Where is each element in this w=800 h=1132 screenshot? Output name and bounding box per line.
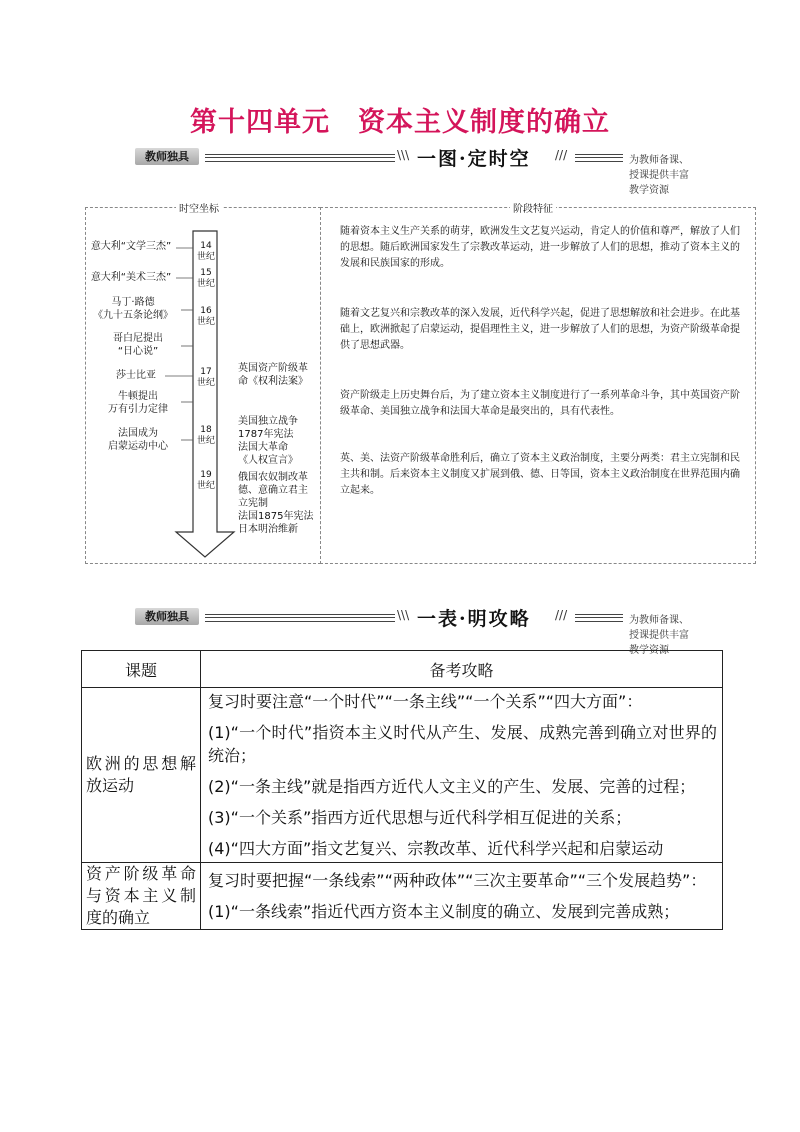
table-topic-cell: 资产阶级革命与资本主义制度的确立 (82, 863, 201, 930)
timeline-right-event: 俄国农奴制改革 德、意确立君主 立宪制 法国1875年宪法 日本明治维新 (238, 472, 314, 535)
strategy-paragraph: (4)“四大方面”指文艺复兴、宗教改革、近代科学兴起和启蒙运动 (208, 839, 664, 858)
table-row (82, 688, 723, 863)
timeline-event: 哥白尼提出 “日心说” (113, 333, 163, 357)
timeline-event: 莎士比亚 (116, 370, 156, 381)
timeline-event: 法国成为 启蒙运动中心 (108, 428, 168, 452)
banner-stripes (205, 614, 395, 622)
table-header-row (82, 651, 723, 688)
strategy-paragraph: (3)“一个关系”指西方近代思想与近代科学相互促进的关系； (208, 808, 632, 827)
timeline-right-event: 美国独立战争 1787年宪法 法国大革命 《人权宣言》 (238, 416, 298, 466)
strategy-paragraph: (1)“一个时代”指资本主义时代从产生、发展、成熟完善到确立对世界的统治； (208, 723, 717, 765)
table-row (82, 863, 723, 930)
section-banner-table (135, 606, 695, 656)
banner-note: 为教师备课、授课提供丰富教学资源 (629, 615, 689, 656)
timeline-century: 17 世纪 (196, 367, 215, 388)
table-strategy-cell (201, 688, 723, 863)
strategy-paragraph: (1)“一条线索”指近代西方资本主义制度的确立、发展到完善成熟； (208, 902, 680, 921)
timeline-right-event: 英国资产阶级革 命《权利法案》 (238, 363, 308, 387)
strategy-paragraph: 复习时要把握“一条线索”“两种政体”“三次主要革命”“三个发展趋势”： (208, 871, 707, 890)
timeline-century: 16 世纪 (196, 306, 215, 327)
table-header-topic: 课题 (82, 651, 201, 688)
strategy-table (81, 650, 723, 930)
timeline-century: 14 世纪 (196, 241, 215, 262)
timeline-left-label: 时空坐标 (176, 200, 222, 215)
table-topic-cell: 欧洲的思想解放运动 (82, 688, 201, 863)
stage-feature: 随着资本主义生产关系的萌芽，欧洲发生文艺复兴运动，肯定人的价值和尊严，解放了人们的思想。随后欧洲国家发生了宗教改革运动，进一步解放了人们的思想，推动了资本主义的发展和民族国家的形成。 (340, 226, 740, 269)
timeline-century: 18 世纪 (196, 425, 215, 446)
banner-heading: 一图·定时空 (417, 148, 531, 170)
table-strategy-cell (201, 863, 723, 930)
banner-tag: 教师独具 (135, 608, 199, 625)
banner-slash: \\\ (397, 148, 410, 162)
banner-stripes (575, 154, 623, 162)
strategy-paragraph: (2)“一条主线”就是指西方近代人文主义的产生、发展、完善的过程； (208, 777, 696, 796)
page-title: 第十四单元 资本主义制度的确立 (190, 107, 610, 138)
strategy-paragraph: 复习时要注意“一个时代”“一条主线”“一个关系”“四大方面”： (208, 692, 643, 711)
timeline-event: 意大利“美术三杰” (90, 272, 172, 283)
section-banner-map (135, 146, 695, 196)
timeline-event: 马丁·路德 《九十五条论纲》 (93, 297, 173, 321)
timeline-right-label: 阶段特征 (510, 200, 556, 215)
banner-slash: \\\ (397, 608, 410, 622)
timeline-event: 牛顿提出 万有引力定律 (108, 391, 168, 415)
table-header-strategy: 备考攻略 (201, 651, 723, 688)
banner-stripes (575, 614, 623, 622)
banner-slash: /// (555, 608, 568, 622)
stage-feature: 资产阶级走上历史舞台后，为了建立资本主义制度进行了一系列革命斗争，其中英国资产阶级革命、美国独立战争和法国大革命是最突出的，具有代表性。 (340, 390, 740, 417)
stage-feature: 随着文艺复兴和宗教改革的深入发展，近代科学兴起，促进了思想解放和社会进步。在此基础上，欧洲掀起了启蒙运动，提倡理性主义，进一步解放了人们的思想，为资产阶级革命提供了思想武器。 (340, 308, 740, 351)
banner-note: 为教师备课、授课提供丰富教学资源 (629, 155, 689, 196)
banner-slash: /// (555, 148, 568, 162)
banner-stripes (205, 154, 395, 162)
banner-heading: 一表·明攻略 (417, 608, 531, 630)
timeline-event: 意大利“文学三杰” (90, 241, 172, 252)
stage-feature: 英、美、法资产阶级革命胜利后，确立了资本主义政治制度，主要分两类：君主立宪制和民主共和制。后来资本主义制度又扩展到俄、德、日等国，资本主义政治制度在世界范围内确立起来。 (340, 453, 740, 496)
banner-tag: 教师独具 (135, 148, 199, 165)
timeline-century: 19 世纪 (196, 470, 215, 491)
timeline-century: 15 世纪 (196, 268, 215, 289)
